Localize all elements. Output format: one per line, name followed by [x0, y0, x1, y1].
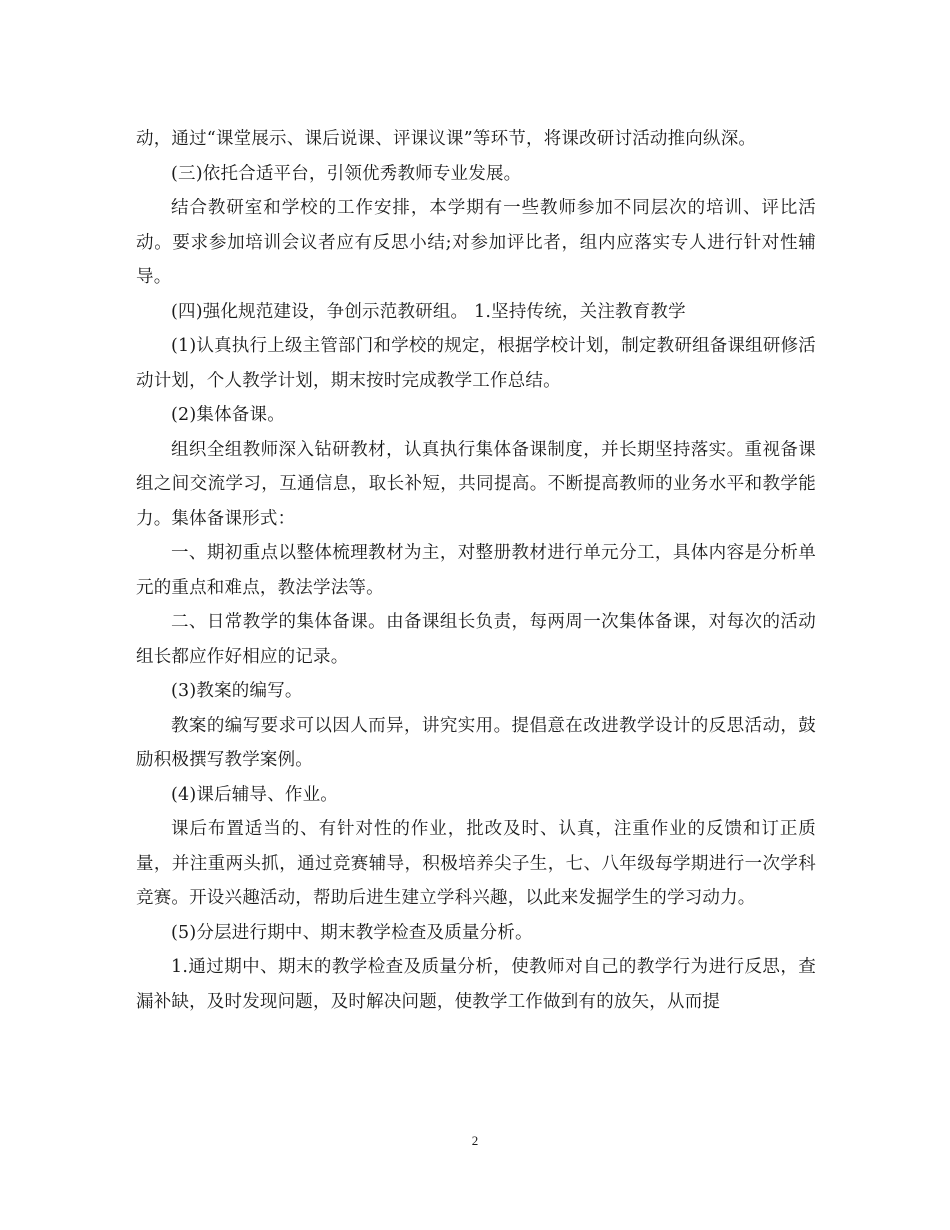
- paragraph: 1.通过期中、期末的教学检查及质量分析，使教师对自己的教学行为进行反思，查漏补缺，及时发现问题，及时解决问题，使教学工作做到有的放矢，从而提: [136, 957, 816, 1012]
- subsection-heading: (3)教案的编写。: [171, 681, 303, 701]
- paragraph: 二、日常教学的集体备课。由备课组长负责，每两周一次集体备课，对每次的活动组长都应作好相应的记录。: [136, 612, 816, 667]
- paragraph: 课后布置适当的、有针对性的作业，批改及时、认真，注重作业的反馈和订正质量，并注重两头抓，通过竞赛辅导，积极培养尖子生，七、八年级每学期进行一次学科竞赛。开设兴趣活动，帮助后进生建立学科兴趣，以此来发掘学生的学习动力。: [136, 819, 816, 908]
- page-number: 2: [471, 1133, 479, 1148]
- subsection-heading: (5)分层进行期中、期末教学检查及质量分析。: [171, 922, 533, 943]
- section-heading: (四)强化规范建设，争创示范教研组。 1.坚持传统，关注教育教学: [171, 301, 686, 322]
- paragraph: 组织全组教师深入钻研教材，认真执行集体备课制度，并长期坚持落实。重视备课组之间交流学习，互通信息，取长补短，共同提高。不断提高教师的业务水平和教学能力。集体备课形式：: [136, 439, 816, 529]
- paragraph: 结合教研室和学校的工作安排，本学期有一些教师参加不同层次的培训、评比活动。要求参加培训会议者应有反思小结;对参加评比者，组内应落实专人进行针对性辅导。: [136, 198, 816, 287]
- paragraph: 动，通过“课堂展示、课后说课、评课议课”等环节，将课改研讨活动推向纵深。: [136, 129, 757, 149]
- document-body: [136, 122, 816, 1019]
- subsection-heading: (4)课后辅导、作业。: [171, 784, 338, 805]
- paragraph: 一、期初重点以整体梳理教材为主，对整册教材进行单元分工，具体内容是分析单元的重点和难点，教法学法等。: [136, 543, 816, 598]
- paragraph: 教案的编写要求可以因人而异，讲究实用。提倡意在改进教学设计的反思活动，鼓励积极撰写教学案例。: [136, 715, 816, 770]
- subsection-heading: (2)集体备课。: [171, 405, 285, 425]
- section-heading: (三)依托合适平台，引领优秀教师专业发展。: [171, 163, 522, 184]
- paragraph: (1)认真执行上级主管部门和学校的规定，根据学校计划，制定教研组备课组研修活动计划，个人教学计划，期末按时完成教学工作总结。: [136, 336, 816, 391]
